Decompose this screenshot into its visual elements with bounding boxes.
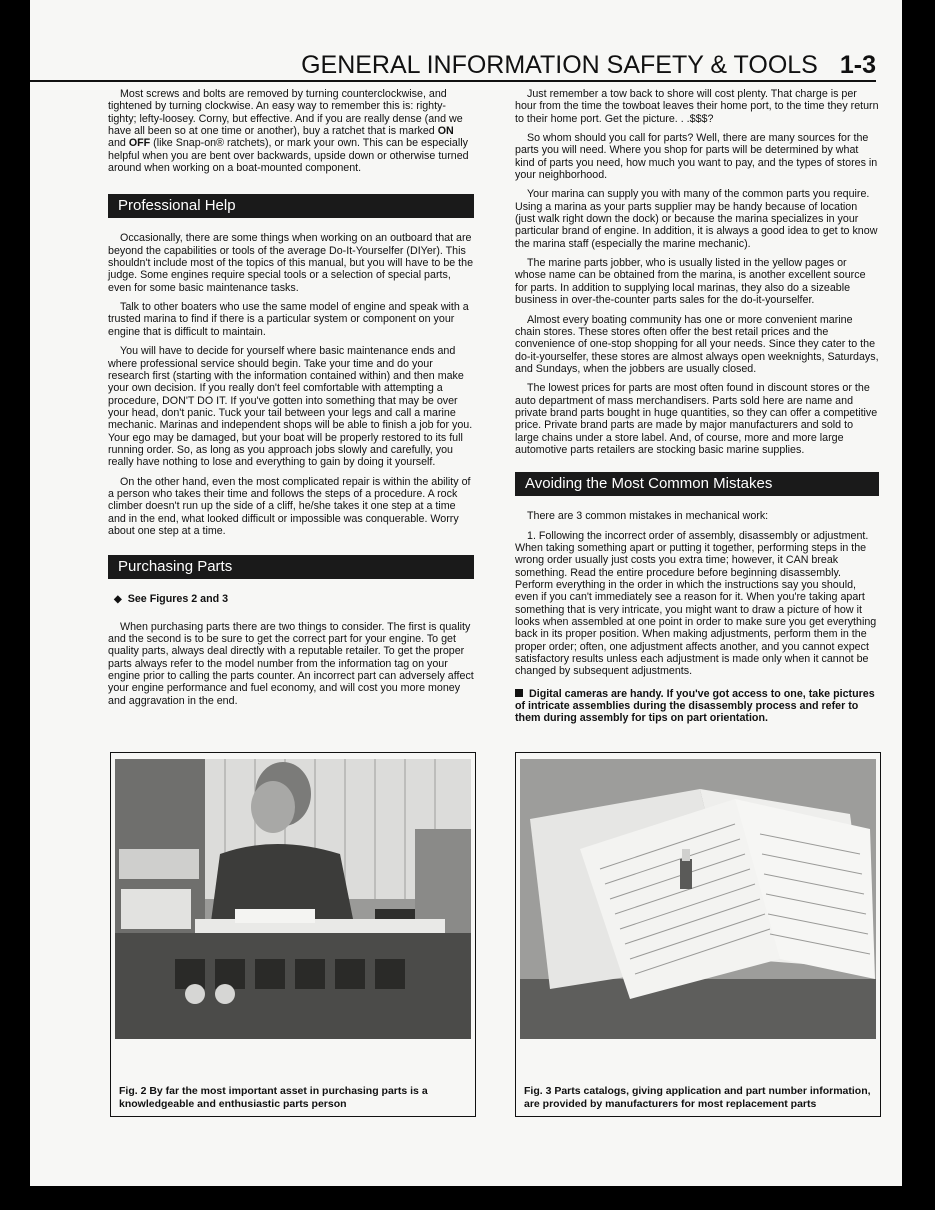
- chapter-title: GENERAL INFORMATION SAFETY & TOOLS: [301, 51, 818, 79]
- photo-parts-catalogs: [520, 759, 876, 1039]
- intro-text-1: Most screws and bolts are removed by turning counterclockwise, and tightened by turning clockwise. An easy way to remember this is: righty-tighty; lefty-loosey. Corny, but effective. And if you are really dense (and we have all been so at one time or another), buy a ratchet that is marked: [108, 88, 463, 138]
- paragraph: There are 3 common mistakes in mechanical work:: [527, 510, 769, 523]
- figure-2-caption: Fig. 2 By far the most important asset in purchasing parts is a knowledgeable and enthusiastic parts person: [119, 1085, 428, 1110]
- numbered-item: 1. Following the incorrect order of assembly, disassembly or adjustment. When taking something apart or putting it together, performing steps in the wrong order usually just costs you extra time; however, it CAN break something. Read the entire procedure before beginning disassembly. Perform everything in the order in which the instructions say you should, even if you can't immediately see a reason for it. When you're taking apart something that is very intricate, you might want to draw a picture of how it looks when assembled at one point in order to make sure you get everything back in its proper position. When making adjustments, perform them in the proper order; often, one adjustment affects another, and you cannot expect satisfactory results unless each adjustment is made only when it cannot be changed by subsequent adjustments.: [515, 529, 877, 678]
- section-heading-common-mistakes: Avoiding the Most Common Mistakes: [515, 472, 879, 496]
- section-heading-purchasing-parts: Purchasing Parts: [108, 555, 474, 579]
- paragraph: When purchasing parts there are two things to consider. The first is quality and the second is to be sure to get the correct part for your engine. To get quality parts, always deal directly with a reputable retailer. To get the proper parts always refer to the model number from the information tag on your engine prior to calling the parts counter. An incorrect part can adversely affect your engine performance and fuel economy, and will cost you more money and aggravation in the end.: [108, 620, 474, 707]
- paragraph: Just remember a tow back to shore will cost plenty. That charge is per hour from the time the towboat leaves their home port, to the time they return to their home port. Get the picture. . .$$$?: [515, 88, 879, 125]
- on-marking: ON: [437, 125, 454, 138]
- paragraph: So whom should you call for parts? Well, there are many sources for the parts you will need. Where you shop for parts will be determined by what kind of parts you need, how much you want to pay, and the types of stores in your neighborhood.: [515, 132, 878, 182]
- paragraph: On the other hand, even the most complicated repair is within the ability of a person who takes their time and follows the steps of a procedure. A rock climber doesn't run up the side of a cliff, he/she takes it one step at a time and in the end, what looked difficult or impossible was conquerable. Worry about one step at a time.: [108, 475, 471, 537]
- note-block: [515, 688, 879, 725]
- paragraph: The lowest prices for parts are most often found in discount stores or the auto department of mass merchandisers. Parts sold here are name and private brand parts bought in huge quantities, so they can offer a competitive price. Private brand parts are made by major manufacturers and sold to large chains under a store label. And, of course, more and more large automotive parts retailers are stocking basic marine supplies.: [515, 382, 878, 456]
- page-header: [30, 42, 876, 82]
- figure-3-caption: Fig. 3 Parts catalogs, giving application and part number information, are provided by manufacturers for most replacement parts: [524, 1085, 871, 1110]
- figure-3: [515, 752, 881, 1117]
- section-heading-professional-help: Professional Help: [108, 194, 474, 218]
- paragraph: Almost every boating community has one or more convenient marine chain stores. These stores often offer the best retail prices and the convenience of one-stop shopping for all your needs. Since they cater to the do-it-yourselfer, these stores are almost always open weeknights, Saturdays, and Sundays, when the jobbers are usually closed.: [515, 313, 879, 375]
- see-figures-reference: [114, 593, 474, 606]
- paragraph: You will have to decide for yourself where basic maintenance ends and where professional service should begin. Take your time and do your research first (starting with the information contained within) and then make your own decision. If you really don't feel comfortable with attempting a procedure, DON'T DO IT. If you've gotten into something that may be over your head, don't panic. Tuck your tail between your legs and call a marine mechanic. Marinas and independent shops will be able to finish a job for you. Your ego may be damaged, but your boat will be properly restored to its full running order. So, as long as you approach jobs slowly and carefully, you really have nothing to lose and everything to gain by doing it yourself.: [108, 345, 473, 469]
- off-marking: OFF: [128, 137, 151, 150]
- diamond-bullet-icon: ◆: [114, 594, 122, 606]
- note-text: Digital cameras are handy. If you've got access to one, take pictures of intricate assemblies during the disassembly process and refer to them during assembly for tips on part orientation.: [515, 687, 875, 725]
- right-column: [515, 88, 879, 735]
- figure-2: [110, 752, 476, 1117]
- manual-page: [30, 0, 902, 1186]
- intro-text-2: and: [108, 137, 129, 150]
- paragraph: Talk to other boaters who use the same model of engine and speak with a trusted marina to find if there is a particular system or component on your engine that is difficult to maintain.: [108, 301, 469, 338]
- paragraph: Your marina can supply you with many of the common parts you require. Using a marina as your parts supplier may be handy because of location (just walk right down the dock) or because the marina specializes in your particular brand of engine. In addition, it is always a good idea to get to know the marina staff (especially the marine mechanic).: [515, 188, 878, 250]
- paragraph: Occasionally, there are some things when working on an outboard that are beyond the capabilities or tools of the average Do-It-Yourselfer (DIYer). This shouldn't include most of the topics of this manual, but you will have to be the judge. Some engines require special tools or a selection of special parts, even for some basic maintenance tasks.: [108, 232, 474, 294]
- parts-counter-photo: [115, 759, 471, 1039]
- intro-paragraph: [108, 88, 474, 174]
- paragraph: The marine parts jobber, who is usually listed in the yellow pages or whose name can be obtained from the marina, is another excellent source for parts. In addition to supplying local marinas, they also do a sizeable business in over-the-counter parts sales for the do-it-yourselfer.: [515, 257, 866, 307]
- intro-text-3: (like Snap-on® ratchets), or mark your own. This can be especially helpful when you are bent over backwards, upside down or otherwise turned around when working on a boat-mounted component.: [108, 137, 469, 175]
- photo-parts-person: [115, 759, 471, 1039]
- parts-catalog-photo: [520, 759, 876, 1039]
- see-figures-text: See Figures 2 and 3: [127, 593, 229, 606]
- note-square-icon: [515, 689, 523, 697]
- page-number: 1-3: [839, 51, 876, 79]
- left-column: [108, 88, 474, 714]
